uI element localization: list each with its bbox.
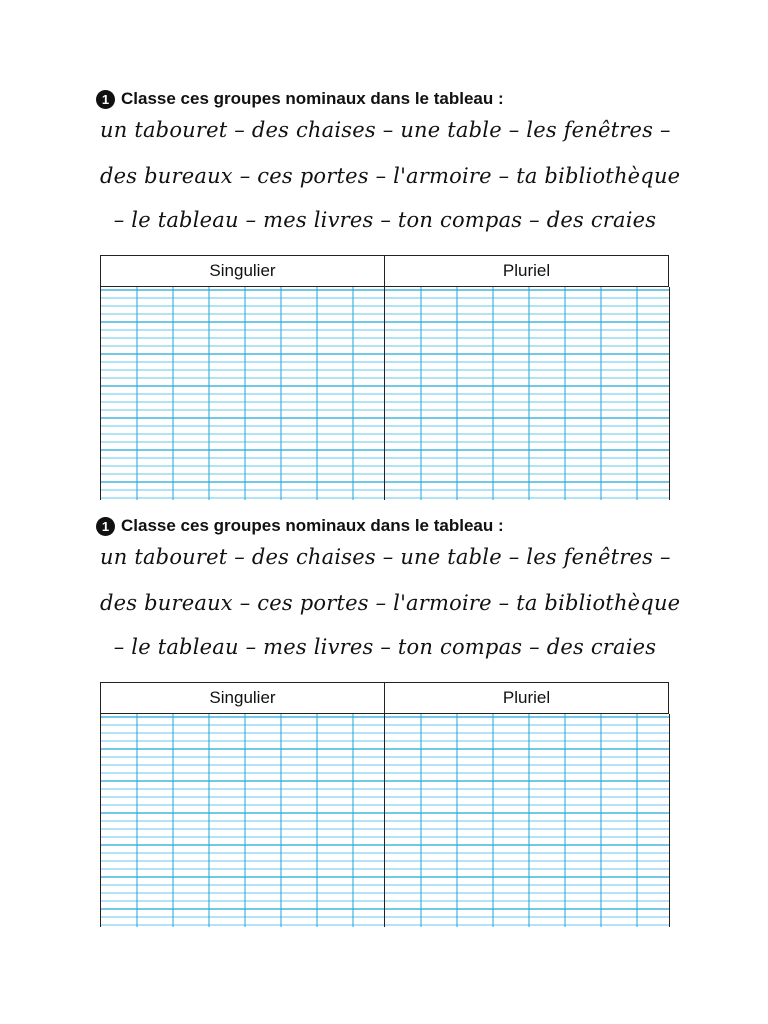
header-singulier: Singulier	[101, 683, 385, 713]
header-singulier: Singulier	[101, 256, 385, 286]
instruction-heading	[96, 88, 504, 110]
word-list-line-1: un tabouret – des chaises – une table – les fenêtres –	[100, 118, 671, 142]
header-pluriel: Pluriel	[502, 261, 551, 280]
word-list-line-2: des bureaux – ces portes – l'armoire – ta bibliothèque	[100, 164, 681, 188]
ruled-grid	[101, 714, 385, 927]
ruled-grid	[385, 714, 669, 927]
ruled-grid	[385, 287, 669, 500]
word-list-line-1: un tabouret – des chaises – une table – les fenêtres –	[100, 545, 671, 569]
pluriel-writing-area[interactable]	[384, 287, 670, 500]
classification-table	[100, 255, 669, 502]
word-list-line-3: – le tableau – mes livres – ton compas – des craies	[113, 635, 657, 659]
singulier-writing-area[interactable]	[100, 287, 385, 500]
instruction-text: Classe ces groupes nominaux dans le tableau :	[121, 516, 504, 535]
table-header	[100, 682, 669, 714]
exercise-number-badge: 1	[96, 517, 115, 536]
word-list-line-2: des bureaux – ces portes – l'armoire – ta bibliothèque	[100, 591, 681, 615]
singulier-writing-area[interactable]	[100, 714, 385, 927]
instruction-text: Classe ces groupes nominaux dans le tableau :	[121, 89, 504, 108]
pluriel-writing-area[interactable]	[384, 714, 670, 927]
instruction-heading	[96, 515, 504, 537]
exercise-number-badge: 1	[96, 90, 115, 109]
header-pluriel: Pluriel	[502, 688, 551, 707]
word-list-line-3: – le tableau – mes livres – ton compas – des craies	[113, 208, 657, 232]
table-header	[100, 255, 669, 287]
ruled-grid	[101, 287, 385, 500]
classification-table	[100, 682, 669, 929]
